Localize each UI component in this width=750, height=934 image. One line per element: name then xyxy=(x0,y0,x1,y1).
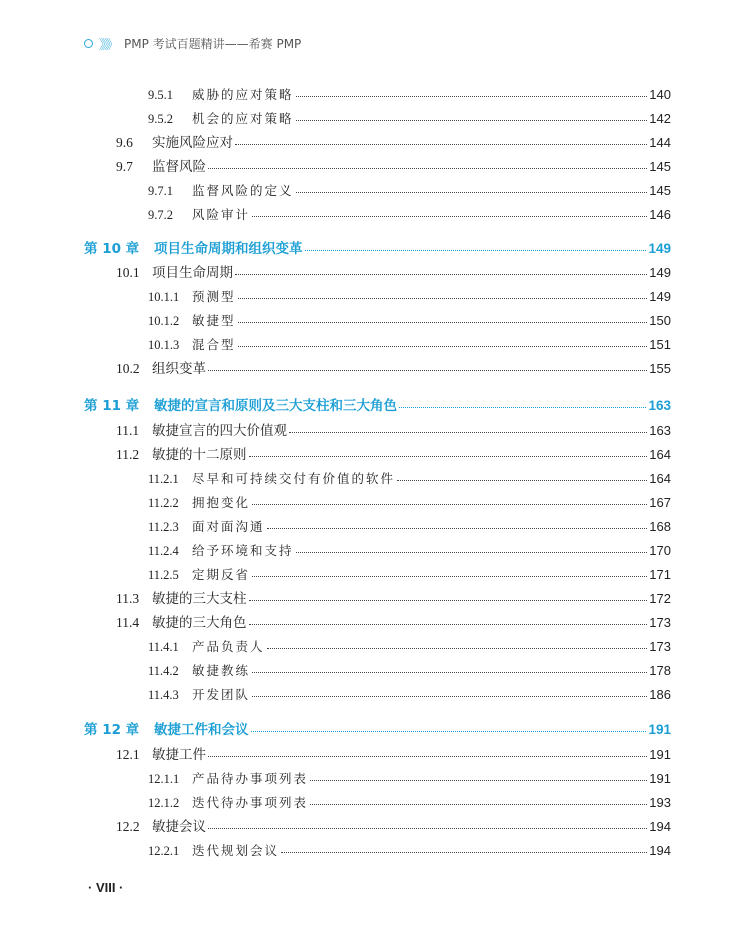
toc-page: 149 xyxy=(649,289,671,304)
toc-page: 163 xyxy=(648,398,671,413)
toc-page: 142 xyxy=(649,111,671,126)
toc-page: 193 xyxy=(649,795,671,810)
toc-entry-11-3[interactable] xyxy=(116,589,671,609)
dot-leader xyxy=(208,745,647,759)
toc-entry-11-2-3[interactable] xyxy=(148,517,671,537)
toc-title: 监督风险 xyxy=(152,159,206,175)
dot-leader xyxy=(235,263,647,277)
toc-number: 10.1.2 xyxy=(148,314,180,328)
toc-page: 149 xyxy=(648,241,671,256)
toc-page: 155 xyxy=(649,361,671,376)
toc-entry-10-2[interactable] xyxy=(116,359,671,379)
toc-number: 10.1.3 xyxy=(148,338,180,352)
toc-number: 9.7 xyxy=(116,159,133,174)
toc-title: 敏捷会议 xyxy=(152,819,206,835)
toc-number: 12.2 xyxy=(116,819,140,834)
toc-number: 11.2.3 xyxy=(148,520,179,534)
toc-page: 173 xyxy=(649,639,671,654)
toc-title: 敏捷教练 xyxy=(192,663,251,678)
toc-page: 150 xyxy=(649,313,671,328)
toc-page: 140 xyxy=(649,87,671,102)
dot-leader xyxy=(289,421,647,435)
toc-number: 12.2.1 xyxy=(148,844,180,858)
toc-chapter-10[interactable] xyxy=(84,239,671,259)
toc-title: 敏捷的三大支柱 xyxy=(152,591,247,607)
dot-leader xyxy=(399,396,646,410)
dot-leader xyxy=(397,469,647,483)
toc-title: 风险审计 xyxy=(192,207,251,222)
dot-leader xyxy=(238,287,648,301)
toc-entry-11-4-2[interactable] xyxy=(148,661,671,681)
toc-entry-12-1-2[interactable] xyxy=(148,793,671,813)
dot-leader xyxy=(310,769,647,783)
toc-entry-11-4-3[interactable] xyxy=(148,685,671,705)
toc-entry-10-1-3[interactable] xyxy=(148,335,671,355)
toc-page: 186 xyxy=(649,687,671,702)
dot-leader xyxy=(252,493,647,507)
header-arrows-icon: 》》》 xyxy=(99,37,117,53)
toc-number: 11.1 xyxy=(116,423,140,438)
toc-page: 173 xyxy=(649,615,671,630)
toc-title: 产品负责人 xyxy=(192,639,265,654)
dot-leader xyxy=(251,720,647,734)
header-title: PMP 考试百题精讲——希赛 PMP xyxy=(124,36,302,51)
toc-title: 迭代待办事项列表 xyxy=(192,795,309,810)
toc-number: 11.2.2 xyxy=(148,496,179,510)
chapter-title: 敏捷工件和会议 xyxy=(154,722,249,738)
running-header xyxy=(84,34,301,52)
toc-entry-11-2[interactable] xyxy=(116,445,671,465)
toc-page: 194 xyxy=(649,843,671,858)
toc-page: 151 xyxy=(649,337,671,352)
dot-leader xyxy=(252,685,647,699)
toc-page: 194 xyxy=(649,819,671,834)
toc-title: 迭代规划会议 xyxy=(192,843,280,858)
dot-leader xyxy=(208,157,647,171)
toc-page: 191 xyxy=(649,747,671,762)
dot-leader xyxy=(252,565,647,579)
toc-page: 168 xyxy=(649,519,671,534)
toc-title: 实施风险应对 xyxy=(152,135,233,151)
toc-title: 组织变革 xyxy=(152,361,206,377)
chapter-title: 项目生命周期和组织变革 xyxy=(154,241,303,257)
toc-entry-9-5-1[interactable] xyxy=(148,85,671,105)
toc-title: 机会的应对策略 xyxy=(192,111,294,126)
toc-number: 12.1.2 xyxy=(148,796,180,810)
dot-leader xyxy=(208,359,647,373)
toc-number: 11.4.2 xyxy=(148,664,179,678)
toc-page: 191 xyxy=(649,771,671,786)
toc-entry-9-7-1[interactable] xyxy=(148,181,671,201)
toc-title: 敏捷工件 xyxy=(152,747,206,763)
dot-leader xyxy=(252,205,647,219)
toc-title: 敏捷的三大角色 xyxy=(152,615,247,631)
toc-entry-11-2-1[interactable] xyxy=(148,469,671,489)
toc-title: 项目生命周期 xyxy=(152,265,233,281)
toc-title: 混合型 xyxy=(192,337,236,352)
toc-page: 146 xyxy=(649,207,671,222)
toc-chapter-11[interactable] xyxy=(84,396,671,416)
toc-page: 171 xyxy=(649,567,671,582)
toc-title: 拥抱变化 xyxy=(192,495,251,510)
toc-number: 11.4.1 xyxy=(148,640,179,654)
toc-page: 167 xyxy=(649,495,671,510)
dot-leader xyxy=(208,817,647,831)
toc-entry-12-1-1[interactable] xyxy=(148,769,671,789)
toc-entry-9-6[interactable] xyxy=(116,133,671,153)
toc-page: 163 xyxy=(649,423,671,438)
toc-number: 11.2.1 xyxy=(148,472,179,486)
dot-leader xyxy=(296,109,648,123)
dot-leader xyxy=(267,637,648,651)
toc-title: 敏捷的十二原则 xyxy=(152,447,247,463)
toc-number: 12.1.1 xyxy=(148,772,180,786)
toc-title: 产品待办事项列表 xyxy=(192,771,309,786)
toc-entry-11-4-1[interactable] xyxy=(148,637,671,657)
toc-entry-12-1[interactable] xyxy=(116,745,671,765)
chapter-number: 第 12 章 xyxy=(84,722,140,738)
dot-leader xyxy=(235,133,647,147)
toc-entry-12-2[interactable] xyxy=(116,817,671,837)
toc-page: 164 xyxy=(649,471,671,486)
toc-page: 164 xyxy=(649,447,671,462)
toc-number: 11.2 xyxy=(116,447,140,462)
toc-title: 尽早和可持续交付有价值的软件 xyxy=(192,471,396,486)
dot-leader xyxy=(252,661,647,675)
toc-number: 11.2.4 xyxy=(148,544,179,558)
dot-leader xyxy=(296,541,648,555)
dot-leader xyxy=(267,517,648,531)
toc-title: 威胁的应对策略 xyxy=(192,87,294,102)
toc-entry-9-7-2[interactable] xyxy=(148,205,671,225)
toc-number: 9.7.1 xyxy=(148,184,173,198)
toc-number: 9.7.2 xyxy=(148,208,173,222)
toc-entry-11-4[interactable] xyxy=(116,613,671,633)
toc-title: 监督风险的定义 xyxy=(192,183,294,198)
dot-leader xyxy=(238,311,648,325)
toc-number: 10.1.1 xyxy=(148,290,180,304)
toc-number: 12.1 xyxy=(116,747,140,762)
dot-leader xyxy=(249,613,648,627)
chapter-number: 第 10 章 xyxy=(84,241,140,257)
page-number: · VIII · xyxy=(88,880,124,895)
toc-entry-12-2-1[interactable] xyxy=(148,841,671,861)
toc-title: 敏捷宣言的四大价值观 xyxy=(152,423,287,439)
chapter-title: 敏捷的宣言和原则及三大支柱和三大角色 xyxy=(154,398,397,414)
toc-entry-11-2-2[interactable] xyxy=(148,493,671,513)
toc-title: 开发团队 xyxy=(192,687,251,702)
toc-title: 预测型 xyxy=(192,289,236,304)
dot-leader xyxy=(310,793,647,807)
toc-entry-11-2-5[interactable] xyxy=(148,565,671,585)
toc-title: 定期反省 xyxy=(192,567,251,582)
toc-page: 144 xyxy=(649,135,671,150)
dot-leader xyxy=(296,85,648,99)
chapter-number: 第 11 章 xyxy=(84,398,140,414)
toc-number: 10.1 xyxy=(116,265,140,280)
dot-leader xyxy=(296,181,648,195)
dot-leader xyxy=(281,841,647,855)
dot-leader xyxy=(305,239,647,253)
toc-chapter-12[interactable] xyxy=(84,720,671,740)
toc-entry-9-7[interactable] xyxy=(116,157,671,177)
toc-number: 9.5.1 xyxy=(148,88,173,102)
toc-entry-10-1-2[interactable] xyxy=(148,311,671,331)
toc-page: 170 xyxy=(649,543,671,558)
dot-leader xyxy=(249,589,648,603)
toc-number: 9.5.2 xyxy=(148,112,173,126)
toc-page: 145 xyxy=(649,183,671,198)
toc-page: 172 xyxy=(649,591,671,606)
toc-page: 145 xyxy=(649,159,671,174)
toc-page: 178 xyxy=(649,663,671,678)
toc-entry-10-1-1[interactable] xyxy=(148,287,671,307)
toc-number: 10.2 xyxy=(116,361,140,376)
toc-title: 敏捷型 xyxy=(192,313,236,328)
toc-number: 9.6 xyxy=(116,135,133,150)
toc-number: 11.4.3 xyxy=(148,688,179,702)
toc-title: 面对面沟通 xyxy=(192,519,265,534)
dot-leader xyxy=(249,445,648,459)
toc-title: 给予环境和支持 xyxy=(192,543,294,558)
toc-entry-11-2-4[interactable] xyxy=(148,541,671,561)
toc-number: 11.3 xyxy=(116,591,140,606)
toc-entry-10-1[interactable] xyxy=(116,263,671,283)
toc-page: 191 xyxy=(648,722,671,737)
toc-entry-11-1[interactable] xyxy=(116,421,671,441)
toc-page: 149 xyxy=(649,265,671,280)
dot-leader xyxy=(238,335,648,349)
toc-number: 11.4 xyxy=(116,615,140,630)
toc-entry-9-5-2[interactable] xyxy=(148,109,671,129)
toc-number: 11.2.5 xyxy=(148,568,179,582)
header-circle-icon xyxy=(84,39,93,48)
